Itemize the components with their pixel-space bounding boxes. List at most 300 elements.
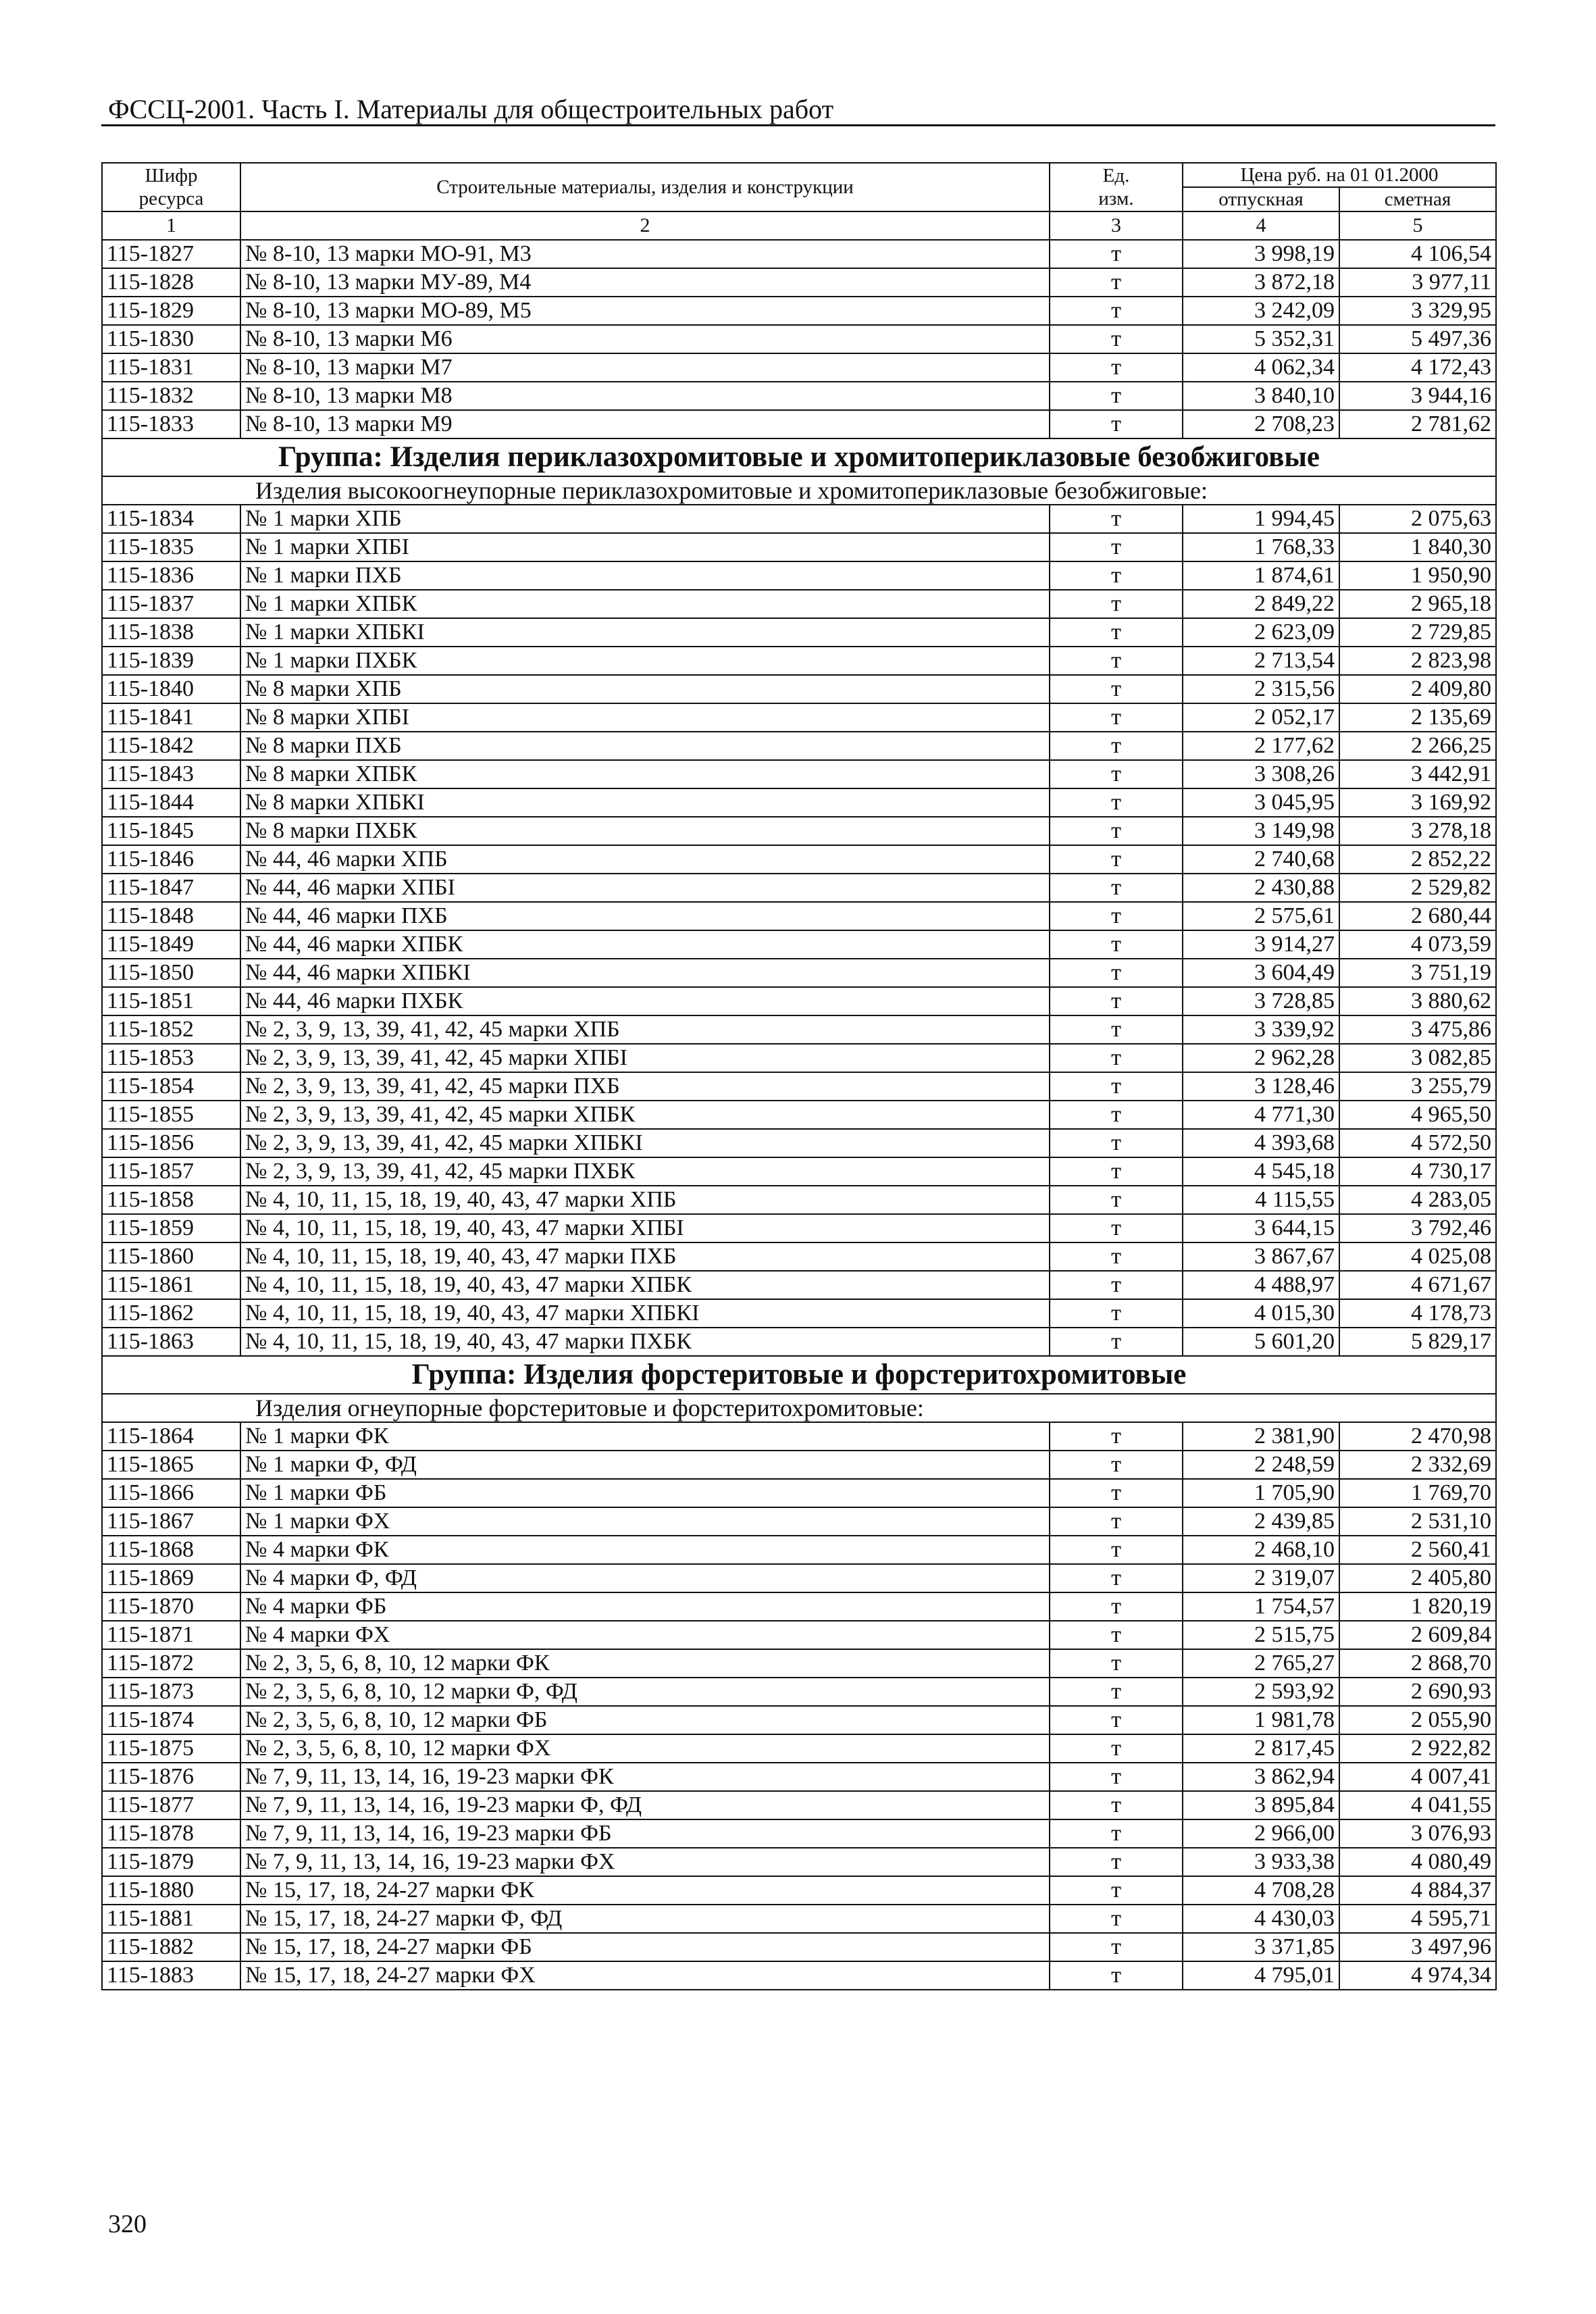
material-name: № 15, 17, 18, 24-27 марки ФБ [240,1933,1050,1961]
material-name: № 8-10, 13 марки М9 [240,410,1050,438]
resource-code: 115-1842 [102,732,240,760]
table-row [102,297,1496,325]
table-row [102,1592,1496,1621]
unit-of-measure: т [1050,1214,1183,1242]
unit-of-measure: т [1050,1271,1183,1299]
material-name: № 7, 9, 11, 13, 14, 16, 19-23 марки ФБ [240,1819,1050,1848]
unit-of-measure: т [1050,1763,1183,1791]
material-name: № 1 марки ПХБ [240,561,1050,590]
table-row [102,930,1496,959]
unit-of-measure: т [1050,930,1183,959]
table-row [102,647,1496,675]
estimate-price: 2 690,93 [1339,1678,1496,1706]
release-price: 4 393,68 [1183,1129,1339,1157]
unit-of-measure: т [1050,1905,1183,1933]
table-row [102,1678,1496,1706]
resource-code: 115-1859 [102,1214,240,1242]
table-row [102,845,1496,874]
group-heading: Группа: Изделия периклазохромитовые и хромитопериклазовые безобжиговые [102,438,1496,476]
column-header-name: Строительные материалы, изделия и конструкции [240,163,1050,211]
resource-code: 115-1868 [102,1536,240,1564]
unit-of-measure: т [1050,788,1183,817]
estimate-price: 2 266,25 [1339,732,1496,760]
resource-code: 115-1837 [102,590,240,618]
release-price: 3 242,09 [1183,297,1339,325]
resource-code: 115-1861 [102,1271,240,1299]
unit-of-measure: т [1050,1015,1183,1044]
estimate-price: 3 792,46 [1339,1214,1496,1242]
release-price: 3 914,27 [1183,930,1339,959]
unit-of-measure: т [1050,1649,1183,1678]
unit-of-measure: т [1050,1451,1183,1479]
unit-of-measure: т [1050,1186,1183,1214]
estimate-price: 4 041,55 [1339,1791,1496,1819]
resource-code: 115-1871 [102,1621,240,1649]
resource-code: 115-1846 [102,845,240,874]
material-name: № 8-10, 13 марки М6 [240,325,1050,353]
table-row [102,1649,1496,1678]
material-name: № 1 марки ПХБК [240,647,1050,675]
resource-code: 115-1863 [102,1328,240,1356]
release-price: 3 149,98 [1183,817,1339,845]
resource-code: 115-1864 [102,1422,240,1451]
estimate-price: 4 106,54 [1339,240,1496,268]
estimate-price: 3 880,62 [1339,987,1496,1015]
unit-of-measure: т [1050,297,1183,325]
estimate-price: 2 135,69 [1339,703,1496,732]
release-price: 3 308,26 [1183,760,1339,788]
table-row [102,1299,1496,1328]
release-price: 2 515,75 [1183,1621,1339,1649]
column-header-code: Шифр ресурса [102,163,240,211]
resource-code: 115-1876 [102,1763,240,1791]
table-row [102,1819,1496,1848]
table-row [102,788,1496,817]
estimate-price: 2 868,70 [1339,1649,1496,1678]
unit-of-measure: т [1050,845,1183,874]
resource-code: 115-1883 [102,1961,240,1990]
estimate-price: 3 944,16 [1339,382,1496,410]
material-name: № 2, 3, 9, 13, 39, 41, 42, 45 марки ХПБКI [240,1129,1050,1157]
unit-of-measure: т [1050,590,1183,618]
material-name: № 7, 9, 11, 13, 14, 16, 19-23 марки ФХ [240,1848,1050,1876]
table-row [102,268,1496,297]
unit-of-measure: т [1050,1791,1183,1819]
estimate-price: 3 475,86 [1339,1015,1496,1044]
unit-of-measure: т [1050,760,1183,788]
table-row [102,1564,1496,1592]
material-name: № 8-10, 13 марки М7 [240,353,1050,382]
estimate-price: 4 080,49 [1339,1848,1496,1876]
table-row [102,703,1496,732]
release-price: 2 319,07 [1183,1564,1339,1592]
material-name: № 2, 3, 9, 13, 39, 41, 42, 45 марки ПХБК [240,1157,1050,1186]
material-name: № 7, 9, 11, 13, 14, 16, 19-23 марки ФК [240,1763,1050,1791]
estimate-price: 3 497,96 [1339,1933,1496,1961]
material-name: № 2, 3, 9, 13, 39, 41, 42, 45 марки ХПБI [240,1044,1050,1072]
release-price: 2 740,68 [1183,845,1339,874]
group-heading-row [102,438,1496,476]
estimate-price: 2 055,90 [1339,1706,1496,1734]
resource-code: 115-1855 [102,1101,240,1129]
resource-code: 115-1879 [102,1848,240,1876]
resource-code: 115-1827 [102,240,240,268]
table-row [102,1101,1496,1129]
unit-of-measure: т [1050,959,1183,987]
table-row [102,1129,1496,1157]
resource-code: 115-1869 [102,1564,240,1592]
table-head [102,163,1496,240]
release-price: 5 601,20 [1183,1328,1339,1356]
column-number: 5 [1339,211,1496,240]
table-row [102,561,1496,590]
table-row [102,1015,1496,1044]
estimate-price: 2 470,98 [1339,1422,1496,1451]
estimate-price: 3 076,93 [1339,1819,1496,1848]
table-body [102,240,1496,1990]
resource-code: 115-1862 [102,1299,240,1328]
release-price: 2 966,00 [1183,1819,1339,1848]
estimate-price: 5 497,36 [1339,325,1496,353]
release-price: 3 045,95 [1183,788,1339,817]
unit-of-measure: т [1050,561,1183,590]
resource-code: 115-1865 [102,1451,240,1479]
table-row [102,410,1496,438]
estimate-price: 2 823,98 [1339,647,1496,675]
material-name: № 1 марки Ф, ФД [240,1451,1050,1479]
table-row [102,902,1496,930]
unit-of-measure: т [1050,817,1183,845]
table-row [102,1905,1496,1933]
price-table [101,162,1497,1990]
resource-code: 115-1850 [102,959,240,987]
release-price: 1 754,57 [1183,1592,1339,1621]
release-price: 2 593,92 [1183,1678,1339,1706]
estimate-price: 2 781,62 [1339,410,1496,438]
material-name: № 8 марки ХПБКI [240,788,1050,817]
unit-of-measure: т [1050,874,1183,902]
unit-of-measure: т [1050,1876,1183,1905]
material-name: № 8 марки ПХБК [240,817,1050,845]
resource-code: 115-1839 [102,647,240,675]
header-rule [101,124,1495,126]
table-row [102,874,1496,902]
table-row [102,675,1496,703]
material-name: № 4, 10, 11, 15, 18, 19, 40, 43, 47 марки ХПБКI [240,1299,1050,1328]
table-row [102,1961,1496,1990]
material-name: № 8-10, 13 марки МО-89, М5 [240,297,1050,325]
material-name: № 2, 3, 5, 6, 8, 10, 12 марки Ф, ФД [240,1678,1050,1706]
material-name: № 2, 3, 9, 13, 39, 41, 42, 45 марки ХПБК [240,1101,1050,1129]
resource-code: 115-1874 [102,1706,240,1734]
material-name: № 1 марки ХПБ [240,505,1050,533]
table-row [102,732,1496,760]
resource-code: 115-1873 [102,1678,240,1706]
resource-code: 115-1866 [102,1479,240,1507]
estimate-price: 1 820,19 [1339,1592,1496,1621]
resource-code: 115-1870 [102,1592,240,1621]
unit-of-measure: т [1050,1734,1183,1763]
resource-code: 115-1852 [102,1015,240,1044]
table-row [102,987,1496,1015]
resource-code: 115-1831 [102,353,240,382]
unit-of-measure: т [1050,1933,1183,1961]
material-name: № 4 марки ФК [240,1536,1050,1564]
material-name: № 44, 46 марки ХПБI [240,874,1050,902]
release-price: 1 994,45 [1183,505,1339,533]
material-name: № 1 марки ФХ [240,1507,1050,1536]
resource-code: 115-1877 [102,1791,240,1819]
estimate-price: 3 255,79 [1339,1072,1496,1101]
release-price: 4 115,55 [1183,1186,1339,1214]
estimate-price: 3 751,19 [1339,959,1496,987]
unit-of-measure: т [1050,902,1183,930]
estimate-price: 5 829,17 [1339,1328,1496,1356]
material-name: № 2, 3, 5, 6, 8, 10, 12 марки ФБ [240,1706,1050,1734]
resource-code: 115-1845 [102,817,240,845]
table-row [102,1734,1496,1763]
group-heading-row [102,1356,1496,1394]
table-row [102,533,1496,561]
release-price: 3 862,94 [1183,1763,1339,1791]
estimate-price: 4 025,08 [1339,1242,1496,1271]
release-price: 4 795,01 [1183,1961,1339,1990]
material-name: № 1 марки ХПБКI [240,618,1050,647]
material-name: № 8-10, 13 марки МУ-89, М4 [240,268,1050,297]
estimate-price: 2 075,63 [1339,505,1496,533]
release-price: 2 430,88 [1183,874,1339,902]
material-name: № 8 марки ХПБ [240,675,1050,703]
column-number: 1 [102,211,240,240]
material-name: № 8 марки ПХБ [240,732,1050,760]
release-price: 5 352,31 [1183,325,1339,353]
material-name: № 2, 3, 9, 13, 39, 41, 42, 45 марки ПХБ [240,1072,1050,1101]
estimate-price: 3 977,11 [1339,268,1496,297]
unit-of-measure: т [1050,505,1183,533]
release-price: 3 371,85 [1183,1933,1339,1961]
release-price: 2 315,56 [1183,675,1339,703]
unit-of-measure: т [1050,1706,1183,1734]
unit-of-measure: т [1050,618,1183,647]
resource-code: 115-1881 [102,1905,240,1933]
estimate-price: 2 409,80 [1339,675,1496,703]
estimate-price: 4 884,37 [1339,1876,1496,1905]
resource-code: 115-1867 [102,1507,240,1536]
material-name: № 8-10, 13 марки М8 [240,382,1050,410]
unit-of-measure: т [1050,1242,1183,1271]
resource-code: 115-1841 [102,703,240,732]
unit-of-measure: т [1050,533,1183,561]
material-name: № 44, 46 марки ПХБ [240,902,1050,930]
table-row [102,1536,1496,1564]
table-row [102,1479,1496,1507]
release-price: 1 705,90 [1183,1479,1339,1507]
material-name: № 1 марки ХПБК [240,590,1050,618]
release-price: 1 981,78 [1183,1706,1339,1734]
material-name: № 4 марки ФБ [240,1592,1050,1621]
estimate-price: 3 082,85 [1339,1044,1496,1072]
table-row [102,1451,1496,1479]
material-name: № 4, 10, 11, 15, 18, 19, 40, 43, 47 марки ХПБI [240,1214,1050,1242]
estimate-price: 4 671,67 [1339,1271,1496,1299]
release-price: 2 439,85 [1183,1507,1339,1536]
resource-code: 115-1832 [102,382,240,410]
resource-code: 115-1829 [102,297,240,325]
estimate-price: 1 769,70 [1339,1479,1496,1507]
table-row [102,760,1496,788]
subgroup-heading: Изделия высокоогнеупорные периклазохромитовые и хромитопериклазовые безобжиговые: [102,476,1496,505]
column-header-release: отпускная [1183,187,1339,211]
subgroup-heading-row [102,1394,1496,1422]
release-price: 4 771,30 [1183,1101,1339,1129]
estimate-price: 3 278,18 [1339,817,1496,845]
table-row [102,590,1496,618]
table-row [102,1763,1496,1791]
unit-of-measure: т [1050,1961,1183,1990]
material-name: № 4 марки Ф, ФД [240,1564,1050,1592]
release-price: 2 765,27 [1183,1649,1339,1678]
resource-code: 115-1854 [102,1072,240,1101]
estimate-price: 4 172,43 [1339,353,1496,382]
resource-code: 115-1875 [102,1734,240,1763]
material-name: № 7, 9, 11, 13, 14, 16, 19-23 марки Ф, ФД [240,1791,1050,1819]
table-row [102,325,1496,353]
unit-of-measure: т [1050,1564,1183,1592]
unit-of-measure: т [1050,1328,1183,1356]
release-price: 2 708,23 [1183,410,1339,438]
resource-code: 115-1840 [102,675,240,703]
resource-code: 115-1849 [102,930,240,959]
release-price: 1 768,33 [1183,533,1339,561]
table-row [102,618,1496,647]
table-row [102,1621,1496,1649]
column-header-price: Цена руб. на 01 01.2000 [1183,163,1496,187]
unit-of-measure: т [1050,1678,1183,1706]
estimate-price: 1 950,90 [1339,561,1496,590]
estimate-price: 4 572,50 [1339,1129,1496,1157]
estimate-price: 4 730,17 [1339,1157,1496,1186]
material-name: № 4, 10, 11, 15, 18, 19, 40, 43, 47 марки ХПБК [240,1271,1050,1299]
page-header-title: ФССЦ-2001. Часть I. Материалы для общестроительных работ [108,94,834,124]
estimate-price: 4 595,71 [1339,1905,1496,1933]
table-row [102,1186,1496,1214]
material-name: № 4, 10, 11, 15, 18, 19, 40, 43, 47 марки ПХБ [240,1242,1050,1271]
unit-of-measure: т [1050,1129,1183,1157]
resource-code: 115-1880 [102,1876,240,1905]
estimate-price: 2 332,69 [1339,1451,1496,1479]
table-row [102,1848,1496,1876]
resource-code: 115-1847 [102,874,240,902]
column-number-row [102,211,1496,240]
release-price: 4 545,18 [1183,1157,1339,1186]
material-name: № 8 марки ХПБI [240,703,1050,732]
release-price: 2 248,59 [1183,1451,1339,1479]
release-price: 2 052,17 [1183,703,1339,732]
estimate-price: 1 840,30 [1339,533,1496,561]
release-price: 3 998,19 [1183,240,1339,268]
release-price: 4 488,97 [1183,1271,1339,1299]
table-row [102,1242,1496,1271]
release-price: 3 872,18 [1183,268,1339,297]
material-name: № 15, 17, 18, 24-27 марки ФК [240,1876,1050,1905]
resource-code: 115-1860 [102,1242,240,1271]
resource-code: 115-1833 [102,410,240,438]
material-name: № 44, 46 марки ХПБ [240,845,1050,874]
resource-code: 115-1882 [102,1933,240,1961]
table-row [102,1791,1496,1819]
unit-of-measure: т [1050,268,1183,297]
table-row [102,240,1496,268]
column-number: 4 [1183,211,1339,240]
column-header-estimate: сметная [1339,187,1496,211]
material-name: № 8-10, 13 марки МО-91, М3 [240,240,1050,268]
estimate-price: 2 965,18 [1339,590,1496,618]
table-row [102,1933,1496,1961]
resource-code: 115-1878 [102,1819,240,1848]
resource-code: 115-1830 [102,325,240,353]
release-price: 4 015,30 [1183,1299,1339,1328]
release-price: 3 728,85 [1183,987,1339,1015]
unit-of-measure: т [1050,1299,1183,1328]
release-price: 2 623,09 [1183,618,1339,647]
estimate-price: 2 529,82 [1339,874,1496,902]
material-name: № 44, 46 марки ПХБК [240,987,1050,1015]
table-row [102,382,1496,410]
estimate-price: 3 442,91 [1339,760,1496,788]
unit-of-measure: т [1050,1157,1183,1186]
unit-of-measure: т [1050,1592,1183,1621]
resource-code: 115-1835 [102,533,240,561]
release-price: 3 895,84 [1183,1791,1339,1819]
unit-of-measure: т [1050,1819,1183,1848]
estimate-price: 2 852,22 [1339,845,1496,874]
table-row [102,1876,1496,1905]
column-header-unit: Ед. изм. [1050,163,1183,211]
resource-code: 115-1836 [102,561,240,590]
resource-code: 115-1828 [102,268,240,297]
release-price: 3 339,92 [1183,1015,1339,1044]
release-price: 2 713,54 [1183,647,1339,675]
material-name: № 4, 10, 11, 15, 18, 19, 40, 43, 47 марки ПХБК [240,1328,1050,1356]
release-price: 3 933,38 [1183,1848,1339,1876]
release-price: 2 381,90 [1183,1422,1339,1451]
material-name: № 2, 3, 9, 13, 39, 41, 42, 45 марки ХПБ [240,1015,1050,1044]
estimate-price: 4 178,73 [1339,1299,1496,1328]
resource-code: 115-1857 [102,1157,240,1186]
estimate-price: 3 329,95 [1339,297,1496,325]
estimate-price: 2 405,80 [1339,1564,1496,1592]
group-heading: Группа: Изделия форстеритовые и форстеритохромитовые [102,1356,1496,1394]
release-price: 3 128,46 [1183,1072,1339,1101]
material-name: № 8 марки ХПБК [240,760,1050,788]
estimate-price: 2 560,41 [1339,1536,1496,1564]
unit-of-measure: т [1050,1621,1183,1649]
estimate-price: 4 965,50 [1339,1101,1496,1129]
unit-of-measure: т [1050,987,1183,1015]
estimate-price: 2 680,44 [1339,902,1496,930]
material-name: № 44, 46 марки ХПБК [240,930,1050,959]
estimate-price: 2 922,82 [1339,1734,1496,1763]
subgroup-heading-row [102,476,1496,505]
release-price: 2 849,22 [1183,590,1339,618]
material-name: № 2, 3, 5, 6, 8, 10, 12 марки ФК [240,1649,1050,1678]
release-price: 3 604,49 [1183,959,1339,987]
resource-code: 115-1838 [102,618,240,647]
release-price: 2 177,62 [1183,732,1339,760]
estimate-price: 2 531,10 [1339,1507,1496,1536]
release-price: 2 468,10 [1183,1536,1339,1564]
unit-of-measure: т [1050,1044,1183,1072]
